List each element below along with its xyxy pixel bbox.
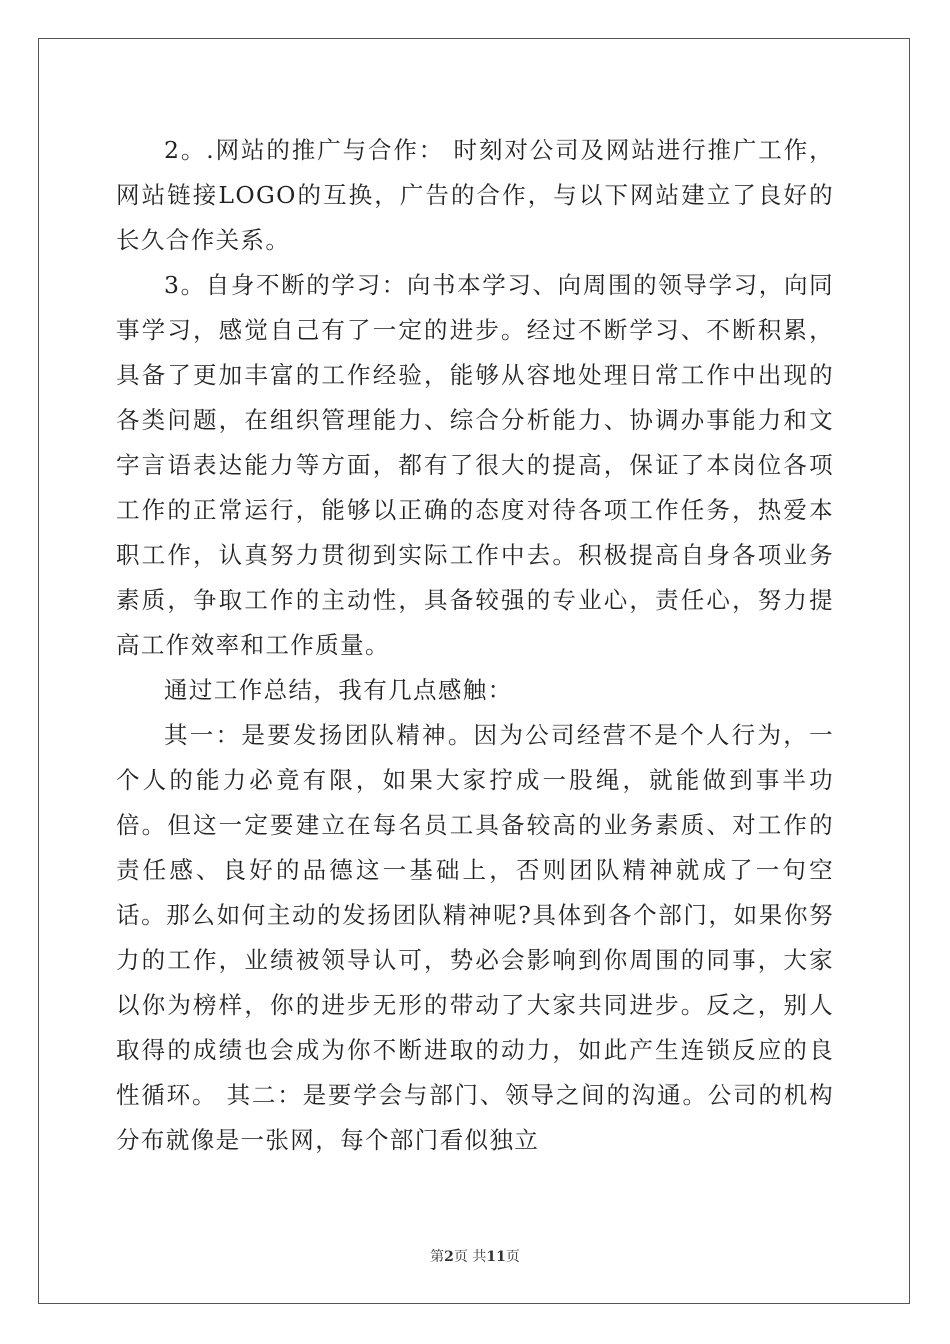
page-footer [0, 1246, 950, 1266]
page-number-total: 11 [486, 1249, 506, 1265]
paragraph-website-promotion: 2。.网站的推广与合作： 时刻对公司及网站进行推广工作，网站链接LOGO的互换，广告的合作，与以下网站建立了良好的长久合作关系。 [116, 136, 834, 254]
page-label-prefix: 第 [430, 1249, 445, 1265]
page-label-mid: 页 共 [453, 1249, 487, 1265]
page-number-current: 2 [444, 1249, 454, 1265]
page-label-suffix: 页 [505, 1249, 520, 1265]
paragraph-team-spirit: 其一：是要发扬团队精神。因为公司经营不是个人行为，一个人的能力必竟有限，如果大家拧成一股绳，就能做到事半功倍。但这一定要建立在每名员工具备较高的业务素质、对工作的责任感、良好的品德这一基础上，否则团队精神就成了一句空话。那么如何主动的发扬团队精神呢?具体到各个部门，如果你努力的工作，业绩被领导认可，势必会影响到你周围的同事，大家以你为榜样，你的进步无形的带动了大家共同进步。反之，别人取得的成绩也会成为你不断进取的动力，如此产生连锁反应的良性循环。 其二：是要学会与部门、领导之间的沟通。公司的机构分布就像是一张网，每个部门看似独立 [116, 721, 834, 1154]
paragraph-reflections-intro: 通过工作总结，我有几点感触： [164, 676, 513, 704]
document-body [116, 128, 834, 1163]
paragraph-self-learning: 3。自身不断的学习：向书本学习、向周围的领导学习，向同事学习，感觉自己有了一定的进步。经过不断学习、不断积累，具备了更加丰富的工作经验，能够从容地处理日常工作中出现的各类问题，在组织管理能力、综合分析能力、协调办事能力和文字言语表达能力等方面，都有了很大的提高，保证了本岗位各项工作的正常运行，能够以正确的态度对待各项工作任务，热爱本职工作，认真努力贯彻到实际工作中去。积极提高自身各项业务素质，争取工作的主动性，具备较强的专业心，责任心，努力提高工作效率和工作质量。 [116, 271, 834, 659]
